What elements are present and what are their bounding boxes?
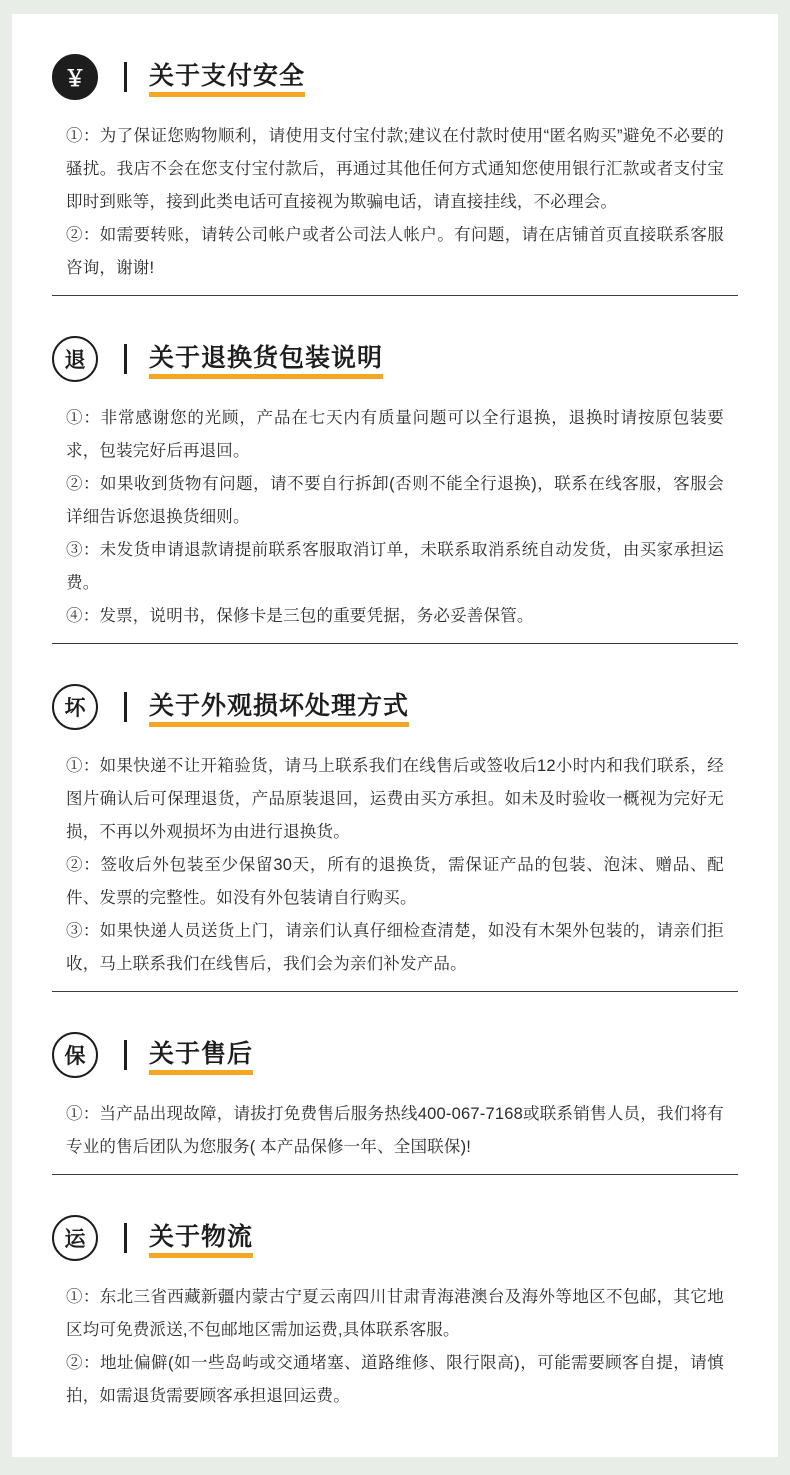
- info-sheet: [12, 14, 778, 1457]
- header-divider: [124, 62, 127, 92]
- section-header: [52, 1201, 738, 1271]
- header-divider: [124, 692, 127, 722]
- header-divider: [124, 1040, 127, 1070]
- paragraph: ②：如果收到货物有问题，请不要自行拆卸(否则不能全行退换)，联系在线客服，客服会详细告诉您退换货细则。: [66, 475, 724, 526]
- return-goods-icon: 退: [52, 336, 98, 382]
- yuan-currency-icon: ￥: [52, 54, 98, 100]
- section-return-packaging: [52, 295, 738, 643]
- paragraph: ①：当产品出现故障，请拔打免费售后服务热线400-067-7168或联系销售人员，我们将有专业的售后团队为您服务( 本产品保修一年、全国联保)!: [66, 1105, 724, 1156]
- header-divider: [124, 344, 127, 374]
- section-title: 关于退换货包装说明: [149, 343, 383, 375]
- paragraph: ④：发票，说明书，保修卡是三包的重要凭据，务必妥善保管。: [66, 607, 534, 625]
- paragraph: ③：如果快递人员送货上门，请亲们认真仔细检查清楚，如没有木架外包装的，请亲们拒收，马上联系我们在线售后，我们会为亲们补发产品。: [66, 922, 724, 973]
- section-header: [52, 322, 738, 392]
- header-divider: [124, 1223, 127, 1253]
- paragraph: ①：为了保证您购物顺利，请使用支付宝付款;建议在付款时使用“匿名购买”避免不必要的骚扰。我店不会在您支付宝付款后，再通过其他任何方式通知您使用银行汇款或者支付宝即时到账等，接到此类电话可直接视为欺骗电话，请直接挂线，不必理会。: [66, 127, 724, 211]
- section-body: [52, 392, 738, 637]
- section-payment-safety: [52, 40, 738, 295]
- paragraph: ②：如需要转账，请转公司帐户或者公司法人帐户。有问题，请在店铺首页直接联系客服咨询，谢谢!: [66, 226, 724, 277]
- shipping-icon: 运: [52, 1215, 98, 1261]
- paragraph: ③：未发货申请退款请提前联系客服取消订单，未联系取消系统自动发货，由买家承担运费。: [66, 541, 724, 592]
- section-title: 关于售后: [149, 1039, 253, 1071]
- paragraph: ①：非常感谢您的光顾，产品在七天内有质量问题可以全行退换，退换时请按原包装要求，包装完好后再退回。: [66, 409, 724, 460]
- section-body: [52, 110, 738, 289]
- paragraph: ①：东北三省西藏新疆内蒙古宁夏云南四川甘肃青海港澳台及海外等地区不包邮，其它地区均可免费派送,不包邮地区需加运费,具体联系客服。: [66, 1288, 724, 1339]
- section-appearance-damage: [52, 643, 738, 991]
- paragraph: ①：如果快递不让开箱验货，请马上联系我们在线售后或签收后12小时内和我们联系，经图片确认后可保理退货，产品原装退回，运费由买方承担。如未及时验收一概视为完好无损，不再以外观损坏为由进行退换货。: [66, 757, 724, 841]
- section-body: [52, 1088, 738, 1168]
- warranty-icon: 保: [52, 1032, 98, 1078]
- paragraph: ②：地址偏僻(如一些岛屿或交通堵塞、道路维修、限行限高)，可能需要顾客自提，请慎拍，如需退货需要顾客承担退回运费。: [66, 1354, 724, 1405]
- section-header: [52, 670, 738, 740]
- section-body: [52, 740, 738, 985]
- paragraph: ②：签收后外包装至少保留30天，所有的退换货，需保证产品的包装、泡沫、赠品、配件、发票的完整性。如没有外包装请自行购买。: [66, 856, 724, 907]
- section-after-sales: [52, 991, 738, 1174]
- section-header: [52, 40, 738, 110]
- section-title: 关于支付安全: [149, 61, 305, 93]
- section-title: 关于物流: [149, 1222, 253, 1254]
- damaged-goods-icon: 坏: [52, 684, 98, 730]
- section-title: 关于外观损坏处理方式: [149, 691, 409, 723]
- section-logistics: [52, 1174, 738, 1423]
- section-body: [52, 1271, 738, 1417]
- section-header: [52, 1018, 738, 1088]
